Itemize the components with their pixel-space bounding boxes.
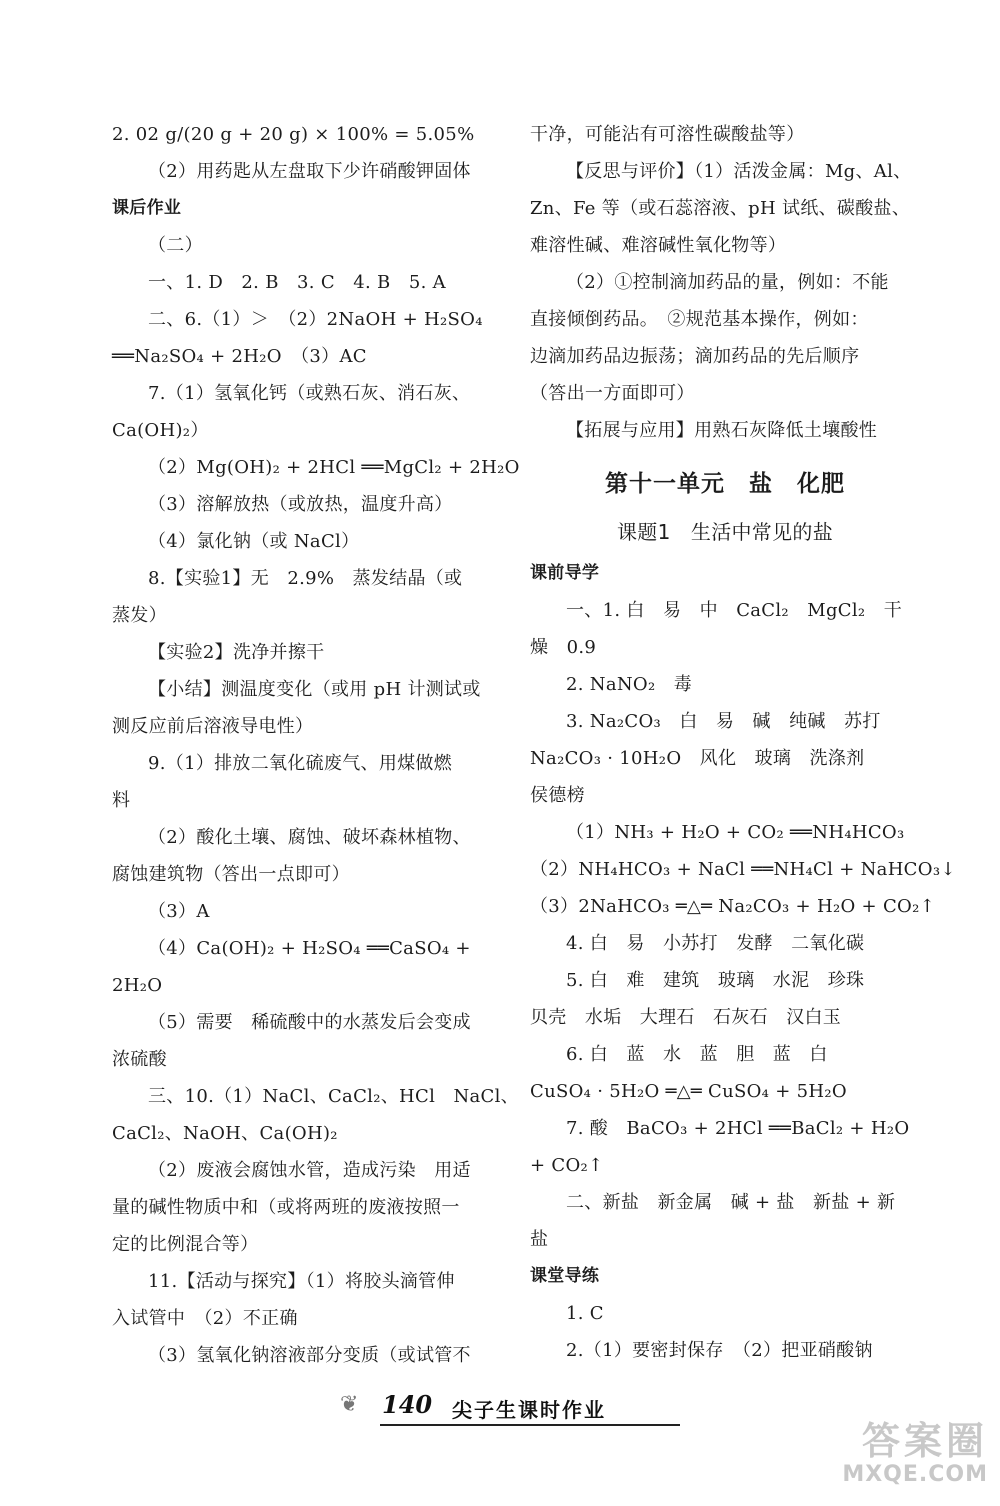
watermark-logo: 答案圈	[861, 1419, 988, 1463]
decorative-swirl-icon: ❦	[340, 1392, 359, 1417]
left-column	[112, 116, 520, 1374]
book-title: 尖子生课时作业	[452, 1398, 606, 1422]
text-line: 一、1. 白 易 中 CaCl₂ MgCl₂ 干	[566, 600, 903, 621]
text-line: （二）	[148, 235, 203, 256]
section-heading: 课后作业	[112, 198, 182, 218]
text-line: 二、6.（1）＞ （2）2NaOH + H₂SO₄	[148, 309, 483, 330]
text-line: 三、10.（1）NaCl、CaCl₂、HCl NaCl、	[148, 1086, 519, 1107]
text-line: 边滴加药品边振荡；滴加药品的先后顺序	[530, 346, 860, 367]
text-line: 【反思与评价】（1）活泼金属：Mg、Al、	[566, 161, 912, 182]
text-line: 入试管中 （2）不正确	[112, 1308, 298, 1329]
text-line: 11.【活动与探究】（1）将胶头滴管伸	[148, 1271, 455, 1292]
watermark	[834, 1410, 994, 1502]
text-line: 一、1. D 2. B 3. C 4. B 5. A	[148, 272, 446, 293]
text-line: 浓硫酸	[112, 1049, 167, 1070]
text-line: CaCl₂、NaOH、Ca(OH)₂	[112, 1123, 338, 1144]
text-line: （4）氯化钠（或 NaCl）	[148, 531, 360, 552]
text-line: （1）NH₃ + H₂O + CO₂ ══NH₄HCO₃	[566, 822, 905, 843]
text-line: Na₂CO₃ · 10H₂O 风化 玻璃 洗涤剂	[530, 748, 865, 769]
text-line: 定的比例混合等）	[112, 1234, 259, 1255]
text-line: 5. 白 难 建筑 玻璃 水泥 珍珠	[566, 970, 865, 991]
text-line: 7. 酸 BaCO₃ + 2HCl ══BaCl₂ + H₂O	[566, 1118, 910, 1139]
text-line: 【小结】测温度变化（或用 pH 计测试或	[148, 679, 481, 700]
text-line: 2H₂O	[112, 975, 163, 996]
text-line: CuSO₄ · 5H₂O ═△═ CuSO₄ + 5H₂O	[530, 1081, 847, 1102]
text-line: 2. NaNO₂ 毒	[566, 674, 693, 695]
right-column	[530, 116, 956, 1369]
text-line: 盐	[530, 1229, 549, 1250]
unit-title: 第十一单元 盐 化肥	[605, 471, 845, 497]
text-line: （2）用药匙从左盘取下少许硝酸钾固体	[148, 161, 471, 182]
page-number: 140	[382, 1390, 433, 1419]
text-line: （4）Ca(OH)₂ + H₂SO₄ ══CaSO₄ +	[148, 938, 471, 959]
text-line: 料	[112, 790, 131, 811]
lesson-title: 课题1 生活中常见的盐	[616, 520, 834, 544]
text-line: 侯德榜	[530, 785, 585, 806]
text-line: 3. Na₂CO₃ 白 易 碱 纯碱 苏打	[566, 711, 881, 732]
text-line: （3）溶解放热（或放热，温度升高）	[148, 494, 453, 515]
text-line: 2. 02 g/(20 g + 20 g) × 100% = 5.05%	[112, 124, 475, 145]
text-line: （3）2NaHCO₃ ═△═ Na₂CO₃ + H₂O + CO₂↑	[530, 896, 935, 917]
text-line: 1. C	[566, 1303, 604, 1324]
text-line: （5）需要 稀硫酸中的水蒸发后会变成	[148, 1012, 471, 1033]
text-line: 量的碱性物质中和（或将两班的废液按照一	[112, 1197, 460, 1218]
text-line: 干净，可能沾有可溶性碳酸盐等）	[530, 124, 805, 145]
section-heading: 课前导学	[530, 563, 600, 583]
text-line: 蒸发）	[112, 605, 167, 626]
text-line: 二、新盐 新金属 碱 + 盐 新盐 + 新	[566, 1192, 896, 1213]
text-line: 直接倾倒药品。 ②规范基本操作，例如：	[530, 309, 869, 330]
text-line: 腐蚀建筑物（答出一点即可）	[112, 864, 350, 885]
text-line: 7.（1）氢氧化钙（或熟石灰、消石灰、	[148, 383, 471, 404]
text-line: + CO₂↑	[530, 1155, 604, 1176]
text-line: Ca(OH)₂）	[112, 420, 209, 441]
page-footer	[340, 1388, 690, 1434]
text-line: 贝壳 水垢 大理石 石灰石 汉白玉	[530, 1007, 842, 1028]
watermark-url: MXQE.COM	[842, 1462, 988, 1487]
text-line: 9.（1）排放二氧化硫废气、用煤做燃	[148, 753, 453, 774]
text-line: 4. 白 易 小苏打 发酵 二氧化碳	[566, 933, 865, 954]
text-line: （2）Mg(OH)₂ + 2HCl ══MgCl₂ + 2H₂O	[148, 457, 520, 478]
text-line: （3）A	[148, 901, 210, 922]
text-line: ══Na₂SO₄ + 2H₂O （3）AC	[112, 346, 367, 367]
text-line: 8.【实验1】无 2.9% 蒸发结晶（或	[148, 568, 463, 589]
text-line: 2.（1）要密封保存 （2）把亚硝酸钠	[566, 1340, 873, 1361]
text-line: Zn、Fe 等（或石蕊溶液、pH 试纸、碳酸盐、	[530, 198, 911, 219]
section-heading: 课堂导练	[530, 1266, 600, 1286]
footer-rule	[380, 1424, 680, 1426]
text-line: （2）①控制滴加药品的量，例如：不能	[566, 272, 889, 293]
text-line: 6. 白 蓝 水 蓝 胆 蓝 白	[566, 1044, 828, 1065]
text-line: （3）氢氧化钠溶液部分变质（或试管不	[148, 1345, 471, 1366]
text-line: 测反应前后溶液导电性）	[112, 716, 314, 737]
text-line: 难溶性碱、难溶碱性氧化物等）	[530, 235, 787, 256]
text-line: （答出一方面即可）	[530, 383, 695, 404]
text-line: （2）NH₄HCO₃ + NaCl ══NH₄Cl + NaHCO₃↓	[530, 859, 956, 880]
text-line: 【实验2】洗净并擦干	[148, 642, 325, 663]
text-line: 【拓展与应用】用熟石灰降低土壤酸性	[566, 420, 878, 441]
text-line: （2）酸化土壤、腐蚀、破坏森林植物、	[148, 827, 471, 848]
text-line: （2）废液会腐蚀水管，造成污染 用适	[148, 1160, 471, 1181]
text-line: 燥 0.9	[530, 637, 597, 658]
